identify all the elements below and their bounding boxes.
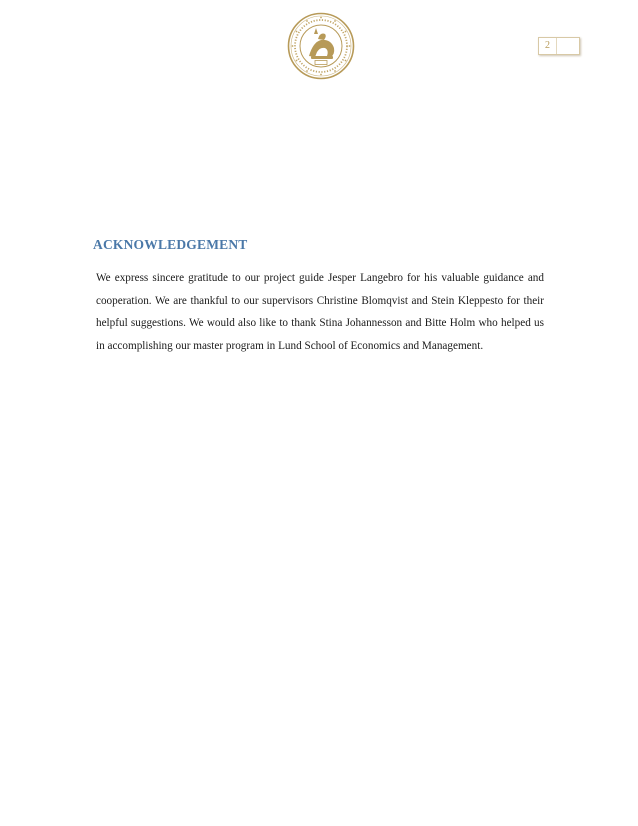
- section-heading: ACKNOWLEDGEMENT: [93, 237, 248, 252]
- page-number-divider: [556, 38, 557, 54]
- page-number: 2: [545, 40, 550, 51]
- university-seal-icon: [287, 12, 355, 80]
- page-number-box: [538, 37, 580, 55]
- acknowledgement-paragraph: We express sincere gratitude to our project guide Jesper Langebro for his valuable guidance and cooperation. We are thankful to our supervisors Christine Blomqvist and Stein Kleppesto for their helpful suggestions. We would also like to thank Stina Johannesson and Bitte Holm who helped us in accomplishing our master program in Lund School of Economics and Management.: [96, 272, 544, 352]
